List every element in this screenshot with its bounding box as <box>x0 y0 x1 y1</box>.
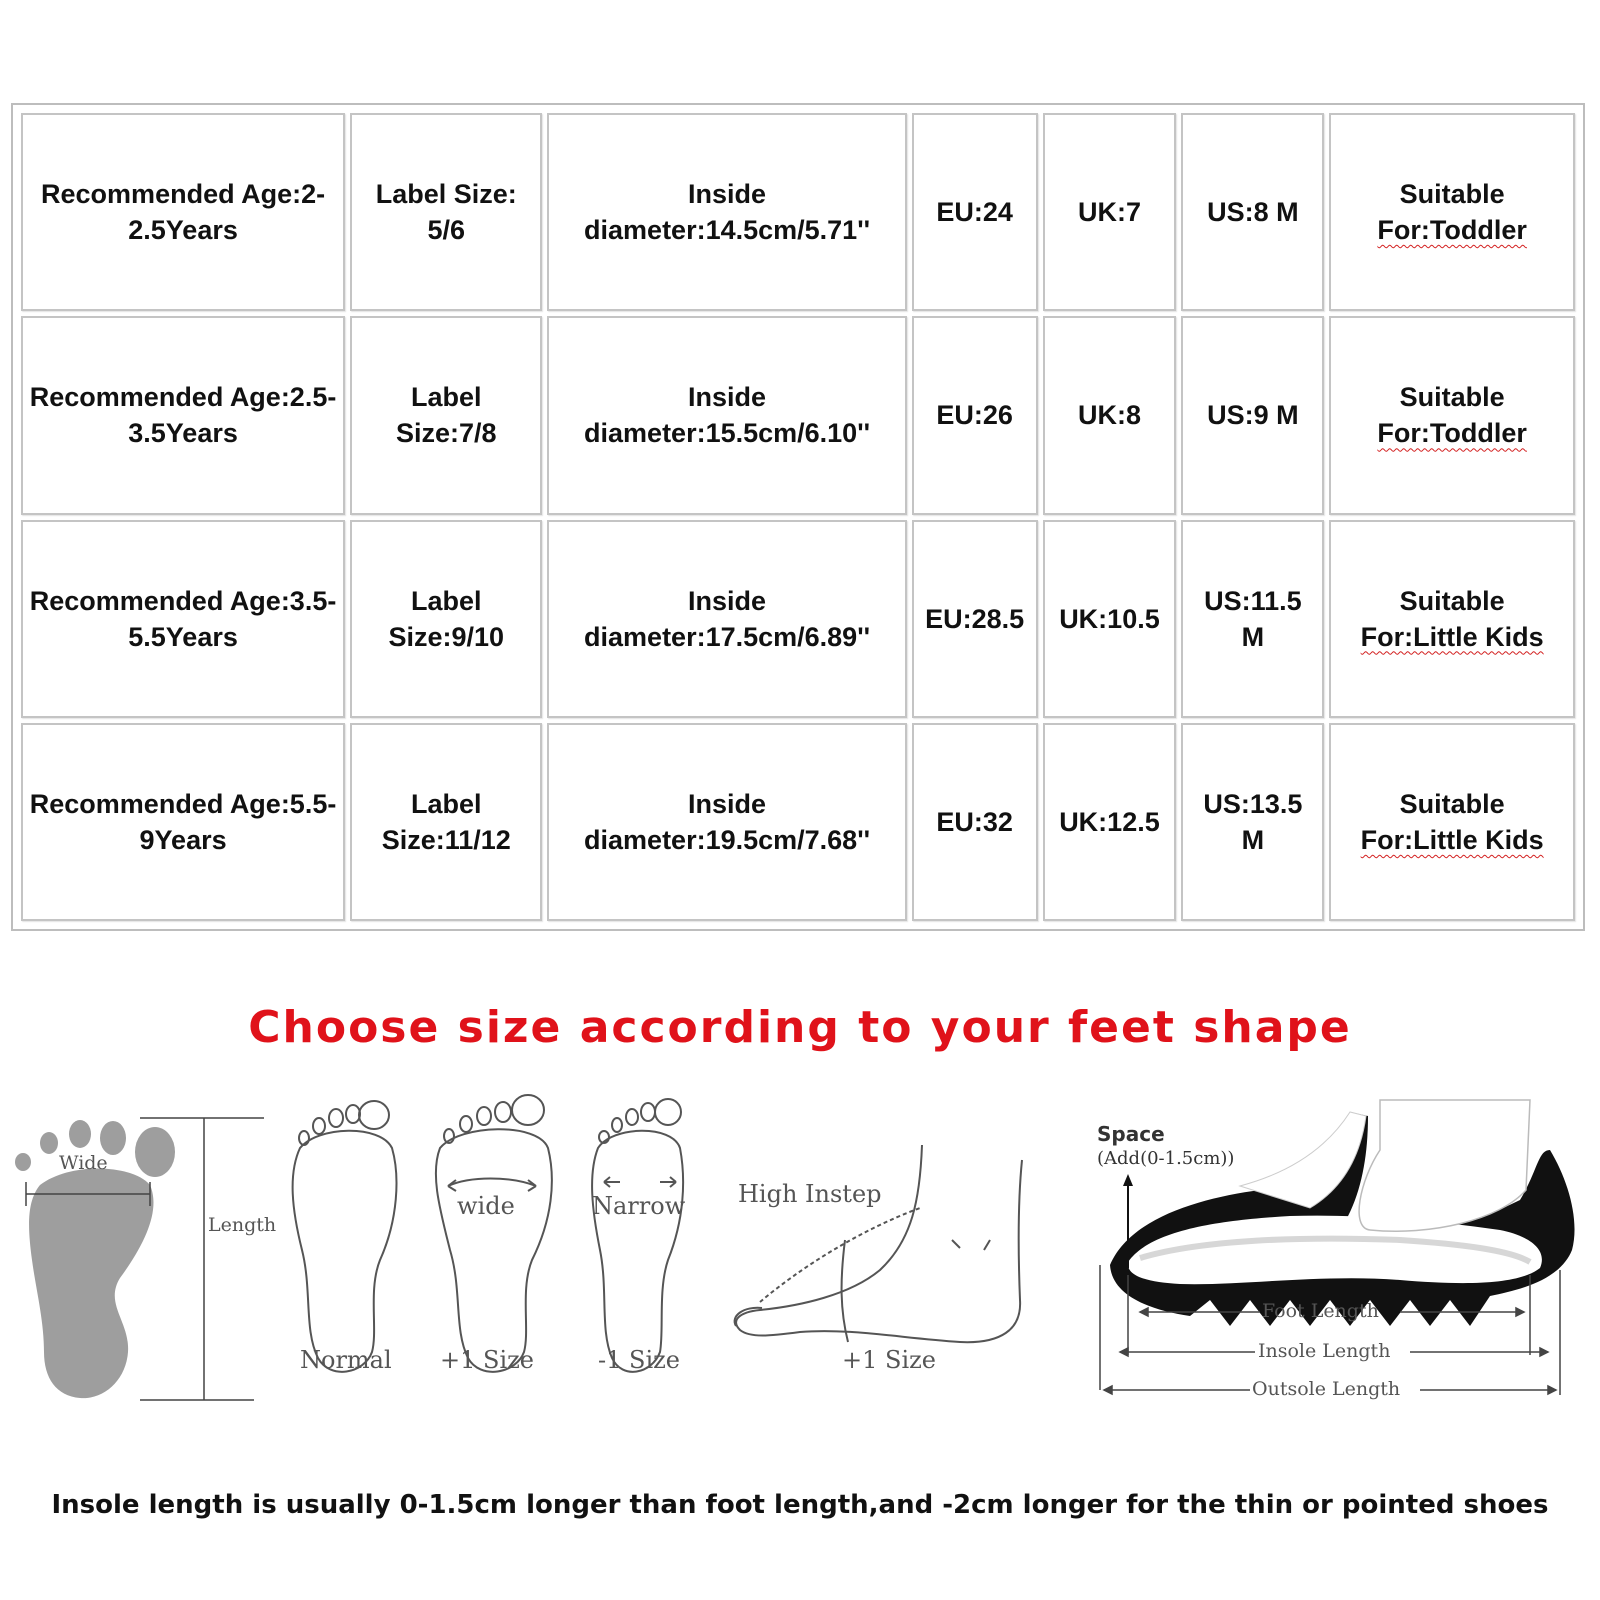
inside-diameter-cell: Inside diameter:15.5cm/6.10'' <box>547 316 906 514</box>
size-chart-grid <box>16 108 1580 926</box>
uk-size-cell: UK:10.5 <box>1043 520 1177 718</box>
foot-shape-illustration <box>0 1090 1600 1460</box>
narrow-foot-caption: -1 Size <box>598 1346 680 1374</box>
us-size-cell: US:9 M <box>1181 316 1324 514</box>
us-size-cell: US:11.5 M <box>1181 520 1324 718</box>
eu-size-cell: EU:26 <box>912 316 1038 514</box>
age-cell: Recommended Age:2.5-3.5Years <box>21 316 345 514</box>
size-chart-table <box>11 103 1585 931</box>
uk-size-cell: UK:12.5 <box>1043 723 1177 921</box>
eu-size-cell: EU:28.5 <box>912 520 1038 718</box>
suitable-prefix: Suitable <box>1399 179 1505 210</box>
suitable-for-cell <box>1329 520 1575 718</box>
high-instep-caption: +1 Size <box>842 1346 936 1374</box>
eu-size-cell: EU:24 <box>912 113 1038 311</box>
label-size-cell: Label Size:7/8 <box>350 316 542 514</box>
wide-foot-caption: +1 Size <box>440 1346 534 1374</box>
uk-size-cell: UK:7 <box>1043 113 1177 311</box>
label-size-cell: Label Size:9/10 <box>350 520 542 718</box>
high-instep-foot-icon <box>735 1145 1022 1342</box>
wide-foot-icon <box>436 1095 552 1372</box>
normal-foot-caption: Normal <box>300 1346 392 1374</box>
size-row <box>21 520 1575 718</box>
age-cell: Recommended Age:2-2.5Years <box>21 113 345 311</box>
us-size-cell: US:13.5 M <box>1181 723 1324 921</box>
headline: Choose size according to your feet shape <box>248 1002 1352 1053</box>
suitable-for-value: For:Toddler <box>1377 418 1527 449</box>
suitable-for-cell <box>1329 316 1575 514</box>
us-size-cell: US:8 M <box>1181 113 1324 311</box>
shoe-space-label: Space <box>1097 1122 1165 1146</box>
foot-length-label: Foot Length <box>1262 1300 1379 1322</box>
age-cell: Recommended Age:5.5-9Years <box>21 723 345 921</box>
outsole-length-label: Outsole Length <box>1252 1378 1401 1400</box>
size-chart-rows <box>21 113 1575 921</box>
narrow-foot-icon <box>592 1099 686 1372</box>
eu-size-cell: EU:32 <box>912 723 1038 921</box>
normal-foot-icon <box>293 1101 397 1372</box>
size-row <box>21 113 1575 311</box>
size-row <box>21 723 1575 921</box>
footprint-wide-label: Wide <box>59 1152 108 1174</box>
insole-length-note: Insole length is usually 0-1.5cm longer than foot length,and -2cm longer for the thin or pointed shoes <box>51 1490 1549 1520</box>
foot-shape-drawings <box>0 1090 1600 1460</box>
insole-length-label: Insole Length <box>1258 1340 1391 1362</box>
suitable-for-value: For:Little Kids <box>1360 621 1544 652</box>
suitable-for-cell <box>1329 723 1575 921</box>
label-size-cell: Label Size:11/12 <box>350 723 542 921</box>
suitable-for-cell <box>1329 113 1575 311</box>
shoe-cross-section-icon <box>1110 1100 1575 1326</box>
suitable-prefix: Suitable <box>1399 585 1505 616</box>
high-instep-tag: High Instep <box>738 1180 882 1208</box>
narrow-foot-tag: Narrow <box>592 1192 686 1220</box>
uk-size-cell: UK:8 <box>1043 316 1177 514</box>
suitable-for-value: For:Toddler <box>1377 215 1527 246</box>
wide-foot-tag: wide <box>457 1192 515 1220</box>
shoe-space-note: (Add(0-1.5cm)) <box>1097 1148 1235 1169</box>
inside-diameter-cell: Inside diameter:14.5cm/5.71'' <box>547 113 906 311</box>
suitable-prefix: Suitable <box>1399 382 1505 413</box>
suitable-prefix: Suitable <box>1399 788 1505 819</box>
suitable-for-value: For:Little Kids <box>1360 824 1544 855</box>
inside-diameter-cell: Inside diameter:17.5cm/6.89'' <box>547 520 906 718</box>
inside-diameter-cell: Inside diameter:19.5cm/7.68'' <box>547 723 906 921</box>
size-row <box>21 316 1575 514</box>
age-cell: Recommended Age:3.5-5.5Years <box>21 520 345 718</box>
label-size-cell: Label Size: 5/6 <box>350 113 542 311</box>
footprint-length-label: Length <box>208 1214 277 1236</box>
